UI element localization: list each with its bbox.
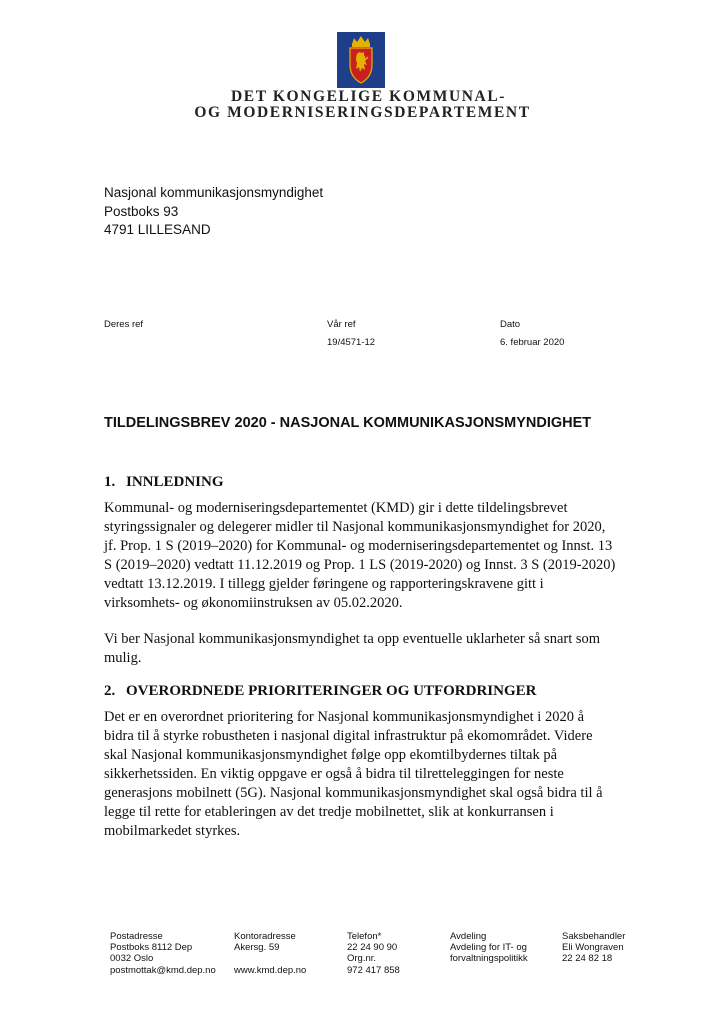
paragraph bbox=[104, 630, 600, 668]
footer-value: Postboks 8112 Dep bbox=[110, 942, 193, 954]
paragraph-line: skal Nasjonal kommunikasjonsmyndighet følge opp ekomtilbydernes tiltak på bbox=[104, 747, 558, 763]
footer-label: Telefon* bbox=[347, 931, 382, 942]
paragraph-line: virksomhets- og økonomiinstruksen av 05.02.2020. bbox=[104, 595, 403, 611]
paragraph-line: vedtatt 13.12.2019. I tillegg gjelder føringene og rapporteringskravene gitt i bbox=[104, 576, 544, 592]
paragraph-line: jf. Prop. 1 S (2019–2020) for Kommunal- og moderniseringsdepartementet og Innst. 13 bbox=[104, 538, 613, 554]
footer-value: 22 24 82 18 bbox=[562, 953, 613, 965]
footer-label: Kontoradresse bbox=[234, 931, 296, 942]
footer-label: Postadresse bbox=[110, 931, 163, 942]
footer-email: postmottak@kmd.dep.no bbox=[110, 964, 216, 976]
paragraph-line: Vi ber Nasjonal kommunikasjonsmyndighet ta opp eventuelle uklarheter så snart som bbox=[104, 631, 601, 647]
footer-value: Eli Wongraven bbox=[562, 942, 624, 954]
dato-label: Dato bbox=[500, 319, 521, 330]
paragraph-line: legge til rette for etableringen av det tredje mobilnettet, slik at konkurransen i bbox=[104, 804, 554, 820]
paragraph bbox=[104, 499, 615, 613]
paragraph-line: mulig. bbox=[104, 650, 142, 666]
department-name-line-2: OG MODERNISERINGSDEPARTEMENT bbox=[194, 104, 531, 121]
section-number: 1. bbox=[104, 474, 116, 490]
paragraph-line: sikkerhetssiden. En viktig oppgave er også å bidra til tilretteleggingen for neste bbox=[104, 766, 564, 782]
footer-avdeling bbox=[450, 931, 528, 976]
footer-value: Akersg. 59 bbox=[234, 942, 280, 954]
recipient-address bbox=[104, 184, 323, 240]
deres-ref-label: Deres ref bbox=[104, 319, 144, 330]
letter-subject: TILDELINGSBREV 2020 - NASJONAL KOMMUNIKASJONSMYNDIGHET bbox=[104, 415, 592, 431]
var-ref-label: Vår ref bbox=[327, 319, 356, 330]
coat-of-arms-logo bbox=[337, 32, 385, 88]
footer-label: Avdeling bbox=[450, 931, 487, 942]
paragraph-line: bidra til å styrke robustheten i nasjonal digital infrastruktur på ekomområdet. Videre bbox=[104, 728, 593, 744]
section-number: 2. bbox=[104, 683, 116, 699]
footer-value bbox=[234, 953, 306, 964]
footer-telefon bbox=[347, 931, 400, 976]
recipient-line: 4791 LILLESAND bbox=[104, 222, 211, 237]
dato-value: 6. februar 2020 bbox=[500, 337, 565, 348]
section-heading bbox=[104, 474, 224, 491]
paragraph-line: Kommunal- og moderniseringsdepartementet (KMD) gir i dette tildelingsbrevet bbox=[104, 500, 568, 516]
recipient-line: Postboks 93 bbox=[104, 203, 179, 219]
footer-label: Org.nr. bbox=[347, 953, 377, 965]
footer-label: Saksbehandler bbox=[562, 931, 626, 942]
department-name-line-1: DET KONGELIGE KOMMUNAL- bbox=[230, 88, 507, 105]
var-ref-value: 19/4571-12 bbox=[327, 337, 376, 348]
footer-kontoradresse bbox=[234, 931, 306, 976]
footer-value: 0032 Oslo bbox=[110, 953, 154, 965]
footer-value bbox=[450, 965, 528, 976]
footer-value: Avdeling for IT- og bbox=[450, 942, 527, 954]
footer-value: forvaltningspolitikk bbox=[450, 953, 528, 965]
footer-saksbehandler bbox=[562, 931, 625, 976]
paragraph-line: mobilmarkedet styrkes. bbox=[104, 823, 241, 839]
recipient-line: Nasjonal kommunikasjonsmyndighet bbox=[104, 185, 324, 200]
section-title: OVERORDNEDE PRIORITERINGER OG UTFORDRINGER bbox=[126, 683, 537, 699]
footer-value bbox=[562, 965, 625, 976]
section-title: INNLEDNING bbox=[126, 474, 224, 490]
footer-value: 22 24 90 90 bbox=[347, 942, 398, 954]
footer-value: 972 417 858 bbox=[347, 964, 400, 976]
paragraph-line: Det er en overordnet prioritering for Nasjonal kommunikasjonsmyndighet i 2020 å bbox=[104, 709, 585, 725]
paragraph-line: generasjons mobilnett (5G). Nasjonal kommunikasjonsmyndighet skal også bidra til å bbox=[104, 785, 603, 801]
paragraph bbox=[104, 708, 603, 841]
paragraph-line: S (2019–2020) vedtatt 11.12.2019 og Prop. 1 LS (2019-2020) og Innst. 3 S (2019-2020) bbox=[104, 557, 616, 573]
footer-postadresse bbox=[110, 931, 216, 976]
section-heading bbox=[104, 683, 536, 700]
paragraph-line: styringssignaler og delegerer midler til Nasjonal kommunikasjonsmyndighet for 2020, bbox=[104, 519, 606, 535]
footer-website: www.kmd.dep.no bbox=[234, 964, 307, 976]
